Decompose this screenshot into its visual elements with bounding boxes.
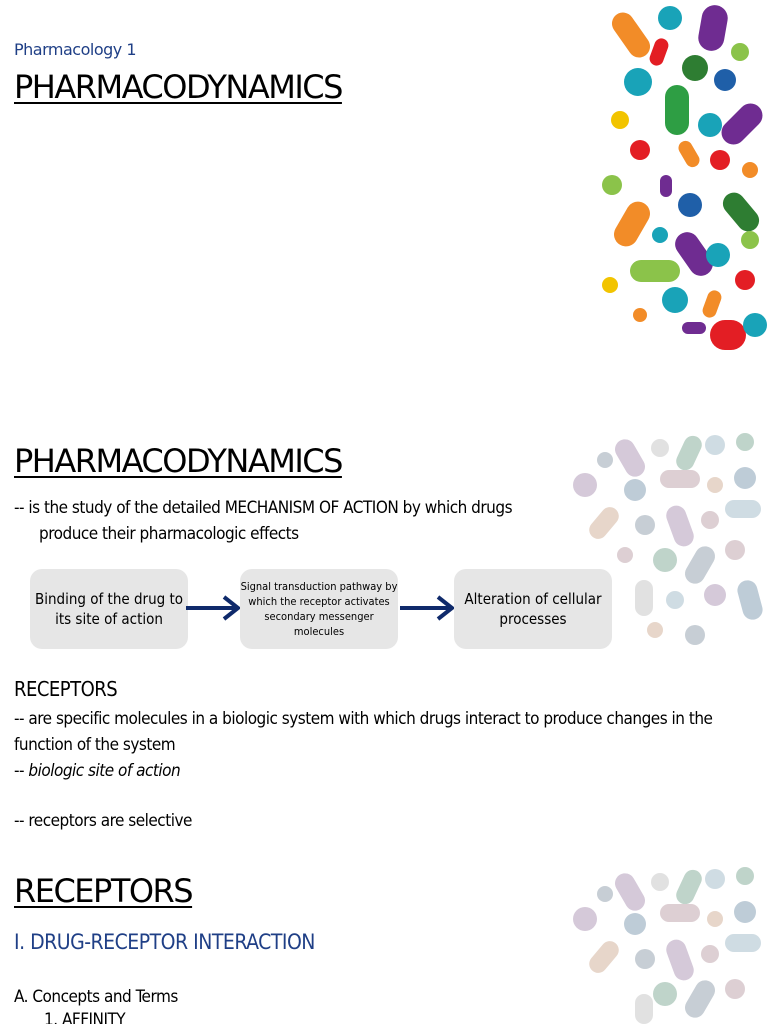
course-label: Pharmacology 1 bbox=[14, 40, 136, 59]
pill-pattern-icon bbox=[590, 0, 768, 350]
arrow-right-icon bbox=[184, 593, 242, 623]
slide-pharmacodynamics-definition bbox=[0, 430, 768, 840]
slide-title-heading: PHARMACODYNAMICS bbox=[14, 68, 342, 106]
faded-pill-pattern-icon bbox=[565, 430, 768, 645]
definition-text bbox=[14, 495, 614, 547]
receptors-selective: -- receptors are selective bbox=[14, 811, 192, 831]
arrow-right-icon bbox=[398, 593, 456, 623]
receptors-heading: RECEPTORS bbox=[14, 677, 118, 701]
flow-step-binding: Binding of the drug to its site of action bbox=[30, 569, 188, 649]
slide-title bbox=[0, 0, 768, 350]
definition-line-2: produce their pharmacologic effects bbox=[39, 524, 299, 544]
receptors-definition bbox=[14, 706, 744, 784]
receptors-def-text: -- are specific molecules in a biologic system with which drugs interact to produce changes in the function of the system bbox=[14, 709, 713, 755]
receptors-site-italic: biologic site of action bbox=[28, 761, 181, 781]
faded-pill-pattern-icon bbox=[565, 864, 768, 1024]
receptors-site: -- biologic site of action bbox=[14, 761, 181, 781]
slide-title-heading: RECEPTORS bbox=[14, 872, 193, 910]
concepts-heading: A. Concepts and Terms bbox=[14, 987, 178, 1007]
affinity-item: 1. AFFINITY bbox=[44, 1010, 126, 1024]
slide-receptors bbox=[0, 864, 768, 1024]
flow-step-alteration: Alteration of cellular processes bbox=[454, 569, 612, 649]
slide-title-heading: PHARMACODYNAMICS bbox=[14, 442, 342, 480]
definition-line-1: -- is the study of the detailed MECHANISM OF ACTION by which drugs bbox=[14, 498, 513, 518]
section-subheading: I. DRUG-RECEPTOR INTERACTION bbox=[14, 930, 315, 954]
flow-step-signal: Signal transduction pathway by which the receptor activates secondary messenger molecules bbox=[240, 569, 398, 649]
